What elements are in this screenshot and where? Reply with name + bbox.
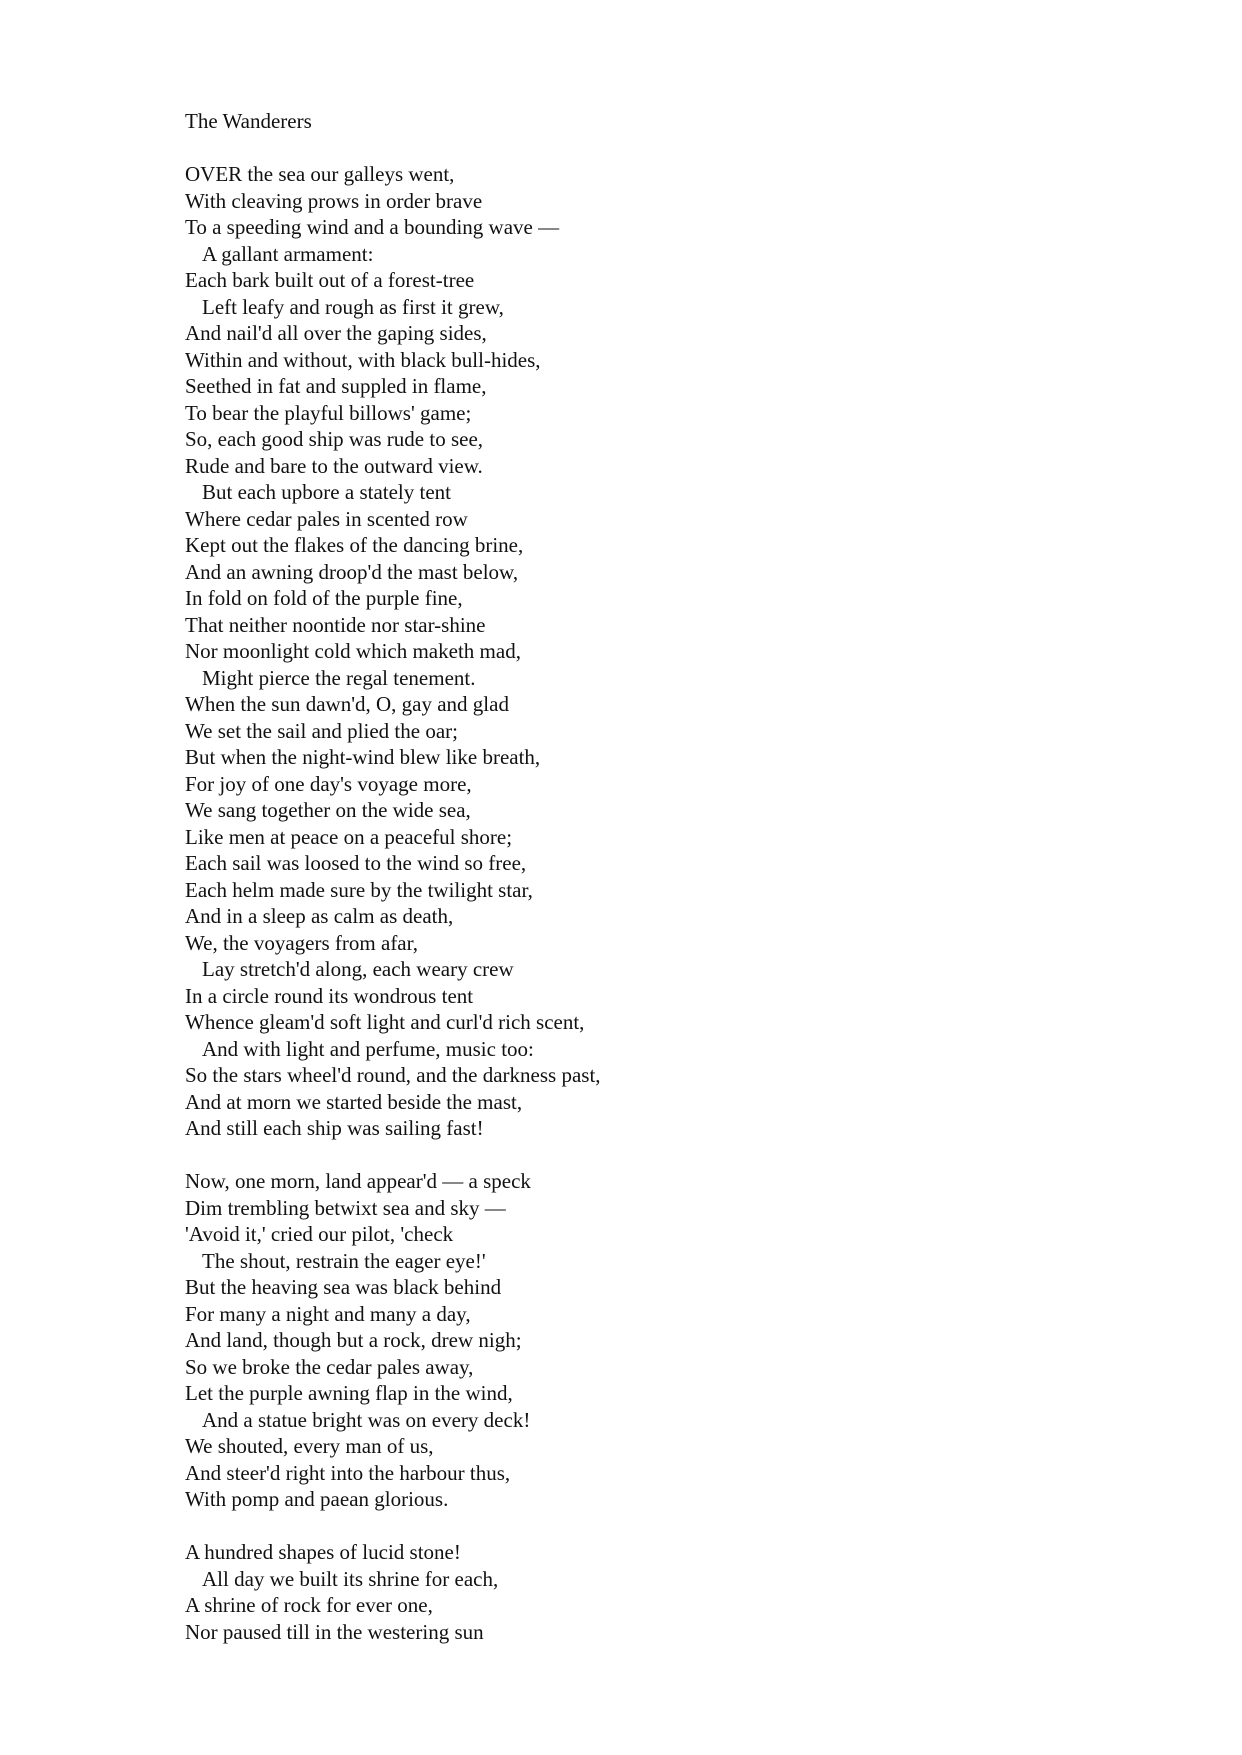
- poem-line: Rude and bare to the outward view.: [185, 453, 483, 478]
- poem-line: OVER the sea our galleys went,: [185, 162, 455, 186]
- poem-line: 'Avoid it,' cried our pilot, 'check: [185, 1222, 454, 1246]
- poem-line: And nail'd all over the gaping sides,: [185, 321, 487, 345]
- poem-line: We, the voyagers from afar,: [185, 930, 419, 955]
- poem-line: Nor paused till in the westering sun: [185, 1619, 484, 1644]
- poem-line: Might pierce the regal tenement.: [202, 665, 476, 690]
- stanza: [185, 1168, 1185, 1513]
- poem-line: Each bark built out of a forest-tree: [185, 268, 475, 292]
- poem-line: Where cedar pales in scented row: [185, 506, 468, 531]
- poem-line: Left leafy and rough as first it grew,: [202, 294, 504, 319]
- poem-line: Nor moonlight cold which maketh mad,: [185, 639, 521, 663]
- poem-line: When the sun dawn'd, O, gay and glad: [185, 692, 509, 716]
- poem-line: In a circle round its wondrous tent: [185, 983, 474, 1008]
- poem-line: And a statue bright was on every deck!: [202, 1407, 531, 1432]
- poem-line: With pomp and paean glorious.: [185, 1487, 449, 1511]
- poem-line: Whence gleam'd soft light and curl'd rich scent,: [185, 1010, 585, 1034]
- stanza: [185, 1539, 1185, 1645]
- poem-line: To bear the playful billows' game;: [185, 400, 472, 425]
- poem-line: To a speeding wind and a bounding wave —: [185, 215, 560, 239]
- poem-line: We shouted, every man of us,: [185, 1434, 434, 1458]
- poem-line: For joy of one day's voyage more,: [185, 771, 472, 796]
- poem-line: Now, one morn, land appear'd — a speck: [185, 1169, 531, 1193]
- poem-line: We sang together on the wide sea,: [185, 798, 471, 822]
- page-title: The Wanderers: [185, 109, 312, 133]
- poem-line: In fold on fold of the purple fine,: [185, 586, 463, 610]
- poem-line: Within and without, with black bull-hides,: [185, 347, 541, 372]
- poem-line: But when the night-wind blew like breath,: [185, 745, 541, 769]
- poem-line: With cleaving prows in order brave: [185, 188, 483, 213]
- document-page: [185, 108, 1185, 1672]
- poem-line: Lay stretch'd along, each weary crew: [202, 957, 514, 981]
- poem-line: And still each ship was sailing fast!: [185, 1116, 484, 1140]
- poem-line: Each helm made sure by the twilight star,: [185, 877, 533, 902]
- poem-line: Dim trembling betwixt sea and sky —: [185, 1195, 506, 1220]
- poem-line: A hundred shapes of lucid stone!: [185, 1540, 461, 1564]
- poem-line: And land, though but a rock, drew nigh;: [185, 1328, 522, 1352]
- poem-line: Seethed in fat and suppled in flame,: [185, 374, 487, 398]
- poem-line: We set the sail and plied the oar;: [185, 718, 458, 743]
- poem-line: Each sail was loosed to the wind so free,: [185, 851, 527, 875]
- poem-line: And steer'd right into the harbour thus,: [185, 1460, 511, 1485]
- poem-line: Let the purple awning flap in the wind,: [185, 1381, 513, 1405]
- poem-line: And at morn we started beside the mast,: [185, 1089, 523, 1114]
- poem-line: So, each good ship was rude to see,: [185, 427, 484, 451]
- poem-line: So the stars wheel'd round, and the darkness past,: [185, 1063, 601, 1087]
- poem-line: And in a sleep as calm as death,: [185, 904, 454, 928]
- poem-line: And with light and perfume, music too:: [202, 1036, 534, 1061]
- poem-line: All day we built its shrine for each,: [202, 1566, 499, 1591]
- poem-body: [185, 161, 1185, 1645]
- poem-line: That neither noontide nor star-shine: [185, 612, 486, 637]
- poem-line: A gallant armament:: [202, 241, 374, 266]
- poem-line: But each upbore a stately tent: [202, 480, 451, 504]
- stanza: [185, 161, 1185, 1142]
- poem-line: For many a night and many a day,: [185, 1301, 471, 1326]
- poem-line: Kept out the flakes of the dancing brine,: [185, 533, 524, 557]
- poem-line: And an awning droop'd the mast below,: [185, 559, 519, 584]
- poem-line: Like men at peace on a peaceful shore;: [185, 824, 513, 849]
- poem-line: The shout, restrain the eager eye!': [202, 1248, 486, 1273]
- poem-line: But the heaving sea was black behind: [185, 1275, 502, 1299]
- poem-line: So we broke the cedar pales away,: [185, 1354, 474, 1379]
- poem-line: A shrine of rock for ever one,: [185, 1593, 433, 1617]
